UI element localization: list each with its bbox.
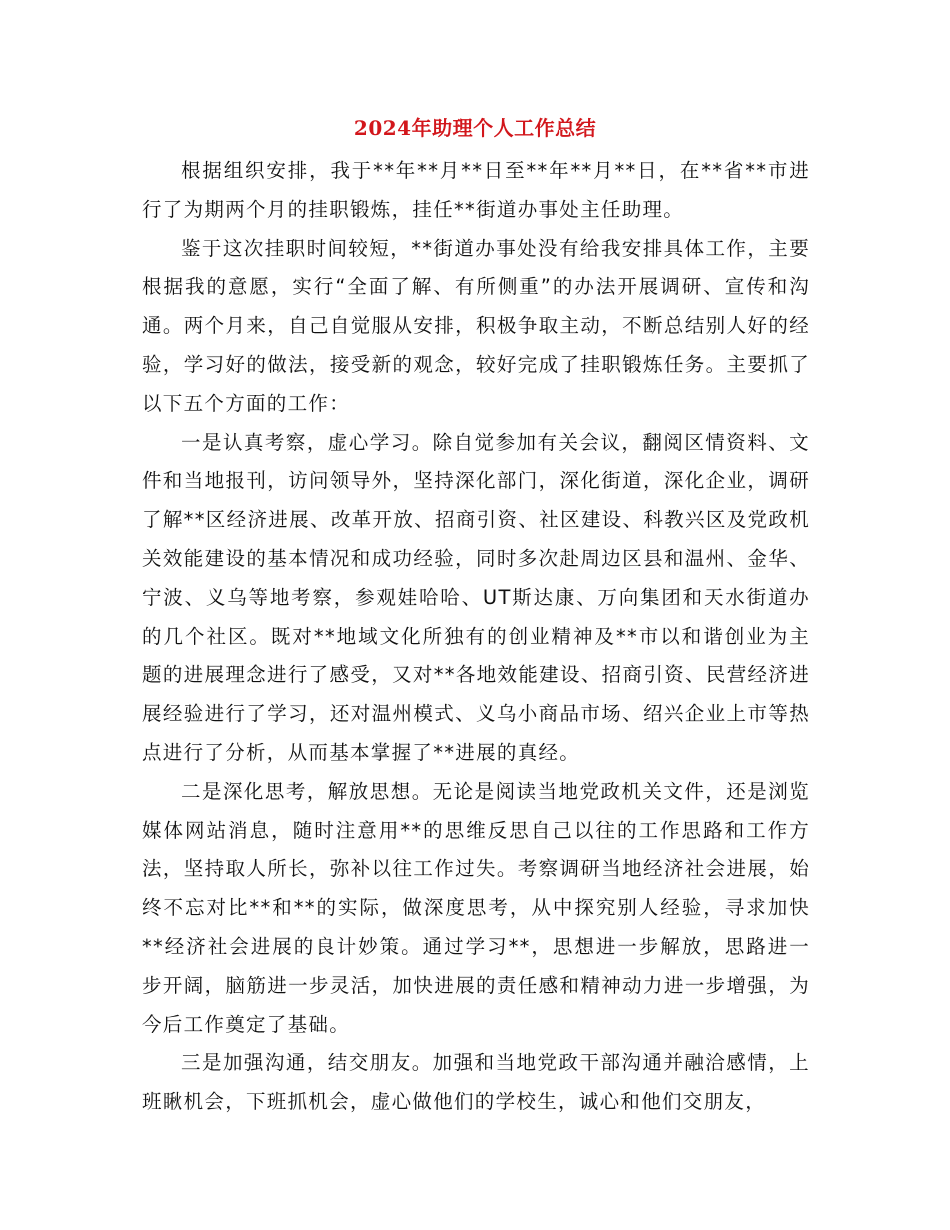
paragraph-2: 鉴于这次挂职时间较短，**街道办事处没有给我安排具体工作，主要根据我的意愿，实行“全面了解、有所侧重”的办法开展调研、宣传和沟通。两个月来，自己自觉服从安排，积极争取主动，不断总结别人好的经验，学习好的做法，接受新的观念，较好完成了挂职锻炼任务。主要抓了以下五个方面的工作： — [142, 236, 810, 415]
document-body — [142, 152, 810, 1122]
paragraph-3: 一是认真考察，虚心学习。除自觉参加有关会议，翻阅区情资料、文件和当地报刊，访问领导外，坚持深化部门，深化街道，深化企业，调研了解**区经济进展、改革开放、招商引资、社区建设、科教兴区及党政机关效能建设的基本情况和成功经验，同时多次赴周边区县和温州、金华、宁波、义乌等地考察，参观娃哈哈、UT斯达康、万向集团和天水街道办的几个社区。既对**地域文化所独有的创业精神及**市以和谐创业为主题的进展理念进行了感受，又对**各地效能建设、招商引资、民营经济进展经验进行了学习，还对温州模式、义乌小商品市场、绍兴企业上市等热点进行了分析，从而基本掌握了**进展的真经。 — [142, 430, 810, 764]
paragraph-1: 根据组织安排，我于**年**月**日至**年**月**日，在**省**市进行了为期两个月的挂职锻炼，挂任**街道办事处主任助理。 — [142, 159, 810, 221]
paragraph-5: 三是加强沟通，结交朋友。加强和当地党政干部沟通并融洽感情，上班瞅机会，下班抓机会，虚心做他们的学校生，诚心和他们交朋友， — [142, 1051, 810, 1114]
document-title: 2024年助理个人工作总结 — [353, 116, 597, 140]
paragraph-4: 二是深化思考，解放思想。无论是阅读当地党政机关文件，还是浏览媒体网站消息，随时注意用**的思维反思自己以往的工作思路和工作方法，坚持取人所长，弥补以往工作过失。考察调研当地经济社会进展，始终不忘对比**和**的实际，做深度思考，从中探究别人经验，寻求加快**经济社会进展的良计妙策。通过学习**，思想进一步解放，思路进一步开阔，脑筋进一步灵活，加快进展的责任感和精神动力进一步增强，为今后工作奠定了基础。 — [142, 779, 810, 1036]
